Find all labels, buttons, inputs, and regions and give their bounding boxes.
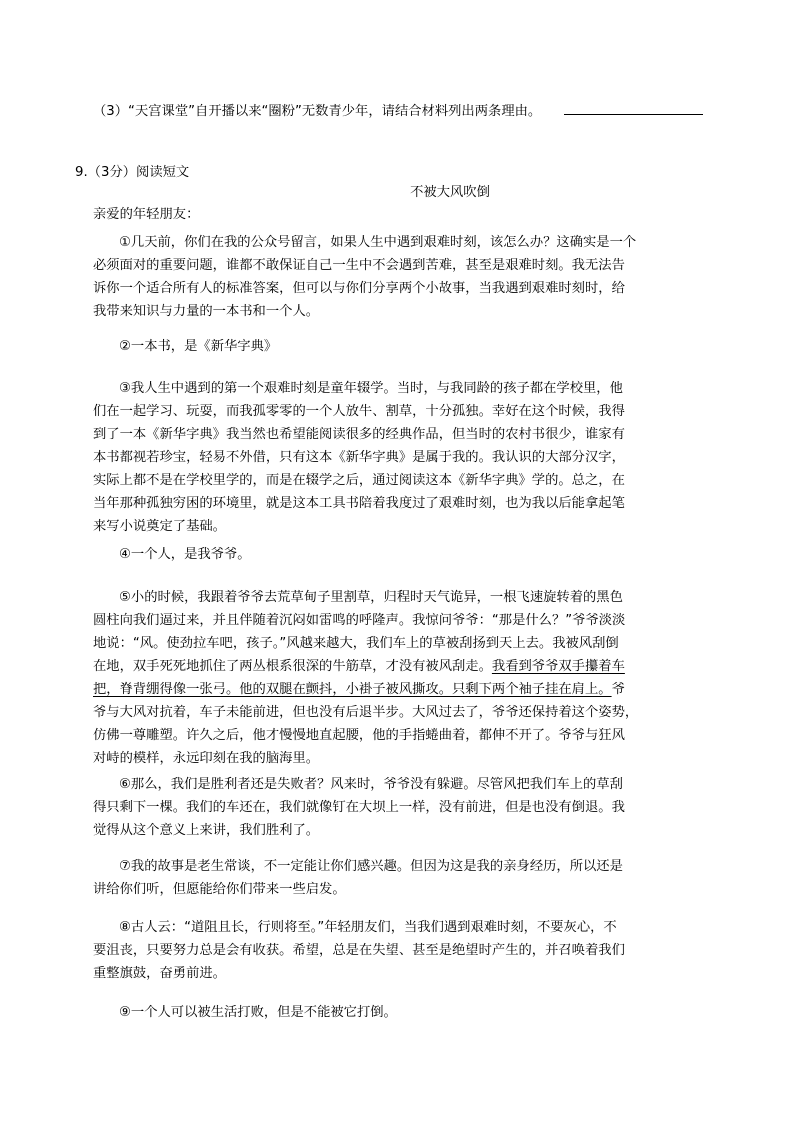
paragraph-line: 实际上都不是在学校里学的，而是在辍学之后，通过阅读这本《新华字典》学的。总之，在: [93, 473, 625, 488]
paragraph-2: [93, 335, 653, 358]
paragraph-line: [93, 655, 653, 678]
question-3-prompt: （3）“天宫课堂”自开播以来“圈粉”无数青少年，请结合材料列出两条理由。: [93, 104, 542, 119]
paragraph-9: [93, 1001, 653, 1024]
underlined-sentence: 把，脊背绷得像一张弓。他的双腿在颤抖，小褂子被风撕攻。只剩下两个袖子挂在肩上。: [93, 682, 612, 697]
paragraph-line: 圆柱向我们逼过来，并且伴随着沉闷如雷鸣的呼隆声。我惊问爷爷：“那是什么？”爷爷淡淡: [93, 613, 626, 628]
paragraph-line: ⑥那么，我们是胜利者还是失败者？风来时，爷爷没有躲避。尽管风把我们车上的草刮: [119, 777, 623, 792]
paragraph-line: 诉你一个适合所有人的标准答案，但可以与你们分享两个小故事，当我遇到艰难时刻时，给: [93, 281, 625, 296]
paragraph-line: 来写小说奠定了基础。: [93, 519, 226, 534]
passage-title: 不被大风吹倒: [410, 185, 490, 200]
paragraph-3: [93, 377, 653, 538]
paragraph-line: ②一本书，是《新华字典》: [119, 339, 278, 354]
paragraph-line: 重整旗鼓，奋勇前进。: [93, 966, 226, 981]
paragraph-line: 到了一本《新华字典》我当然也希望能阅读很多的经典作品，但当时的农村书很少，谁家有: [93, 427, 625, 442]
underlined-sentence: 我看到爷爷双手攥着车: [491, 659, 625, 674]
paragraph-line: ①几天前，你们在我的公众号留言，如果人生中遇到艰难时刻，该怎么办？这确实是一个: [119, 235, 637, 250]
paragraph-line: 当年那种孤独穷困的环境里，就是这本工具书陪着我度过了艰难时刻，也为我以后能拿起笔: [93, 496, 625, 511]
paragraph-line: 得只剩下一棵。我们的车还在，我们就像钉在大坝上一样，没有前进，但是也没有倒退。我: [93, 800, 625, 815]
paragraph-line: ③我人生中遇到的第一个艰难时刻是童年辍学。当时，与我同龄的孩子都在学校里，他: [119, 381, 623, 396]
paragraph-line: 爷与大风对抗着，车子未能前进，但也没有后退半步。大风过去了，爷爷还保持着这个姿势，: [93, 705, 639, 720]
paragraph-line: 讲给你们听，但愿能给你们带来一些启发。: [93, 882, 346, 897]
paragraph-8: [93, 916, 653, 985]
paragraph-line: 要沮丧，只要努力总是会有收获。希望，总是在失望、甚至是绝望时产生的，并召唤着我们: [93, 943, 625, 958]
paragraph-line: [93, 678, 653, 701]
paragraph-line: ④一个人，是我爷爷。: [119, 547, 251, 562]
paragraph-6: [93, 773, 653, 842]
paragraph-line: ⑧古人云：“道阻且长，行则将至。”年轻朋友们，当我们遇到艰难时刻，不要灰心，不: [119, 920, 617, 935]
paragraph-5: [93, 586, 653, 770]
answer-blank-line[interactable]: [564, 114, 703, 115]
paragraph-1: [93, 231, 653, 323]
paragraph-line: 对峙的模样，永远印刻在我的脑海里。: [93, 751, 320, 766]
paragraph-line: 我带来知识与力量的一本书和一个人。: [93, 304, 320, 319]
paragraph-line: 本书都视若珍宝，轻易不外借，只有这本《新华字典》是属于我的。我认识的大部分汉字，: [93, 450, 625, 465]
paragraph-line: ⑤小的时候，我跟着爷爷去荒草甸子里割草，归程时天气诡异，一根飞速旋转着的黑色: [119, 590, 623, 605]
paragraph-line: 仿佛一尊雕塑。许久之后，他才慢慢地直起腰，他的手指蜷曲着，都伸不开了。爷爷与狂风: [93, 728, 625, 743]
paragraph-7: [93, 855, 653, 901]
paragraph-text: 在地，双手死死地抓住了两丛根系很深的牛筋草，才没有被风刮走。: [93, 659, 492, 674]
paragraph-line: 们在一起学习、玩耍，而我孤零零的一个人放牛、割草，十分孤独。幸好在这个时候，我得: [93, 404, 625, 419]
paragraph-line: 觉得从这个意义上来讲，我们胜利了。: [93, 823, 320, 838]
paragraph-line: 地说：“风。使劲拉车吧，孩子。”风越来越大，我们车上的草被刮扬到天上去。我被风刮倒: [93, 636, 619, 651]
paragraph-line: ⑨一个人可以被生活打败，但是不能被它打倒。: [119, 1005, 397, 1020]
paragraph-text: 爷: [611, 682, 625, 697]
paragraph-4: [93, 543, 653, 566]
paragraph-line: 必须面对的重要问题，谁都不敢保证自己一生中不会遇到苦难，甚至是艰难时刻。我无法告: [93, 258, 625, 273]
question-9-header: 9.（3分）阅读短文: [75, 165, 190, 180]
paragraph-line: ⑦我的故事是老生常谈，不一定能让你们感兴趣。但因为这是我的亲身经历，所以还是: [119, 859, 623, 874]
salutation: 亲爱的年轻朋友：: [93, 207, 200, 222]
